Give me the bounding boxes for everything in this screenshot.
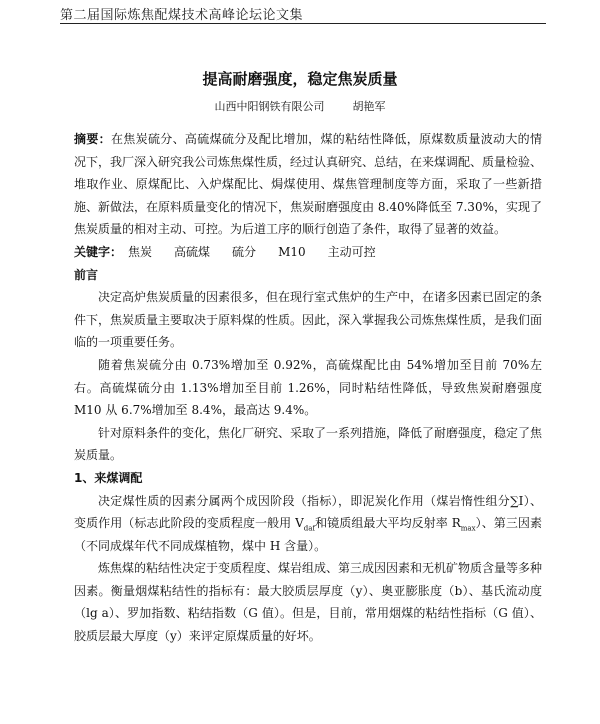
abstract <box>74 128 542 241</box>
preface-heading: 前言 <box>74 267 99 282</box>
paper-title: 提高耐磨强度，稳定焦炭质量 <box>202 70 398 88</box>
text-run: ）、第三因素（不同成煤年代不同成煤植物，煤中 H 含量）。 <box>74 516 542 553</box>
paper-body <box>74 128 542 648</box>
keyword: 高硫煤 <box>174 244 211 259</box>
keyword: M10 <box>278 244 306 259</box>
section-1-heading: 1、来煤调配 <box>74 470 143 485</box>
preface-paragraph: 随着焦炭硫分由 0.73%增加至 0.92%，高硫煤配比由 54%增加至目前 70%左右。高硫煤硫分由 1.13%增加至目前 1.26%，同时粘结性降低，导致焦炭耐磨强度 M10 从 6.7%增加至 8.4%，最高达 9.4%。 <box>74 357 542 418</box>
keyword: 焦炭 <box>128 244 153 259</box>
author-name: 胡艳军 <box>352 100 386 113</box>
section-1-paragraph <box>74 490 542 558</box>
header-rule <box>60 23 546 24</box>
text-run: 决定煤性质的因素分属两个成因阶段（指标），即泥炭化作用（煤岩惰性组分∑I）、变质作用（标志此阶段的变质程度一般用 V <box>74 493 542 531</box>
keywords <box>74 241 542 264</box>
preface-paragraph: 针对原料条件的变化，焦化厂研究、采取了一系列措施，降低了耐磨强度，稳定了焦炭质量。 <box>74 425 543 463</box>
keyword: 硫分 <box>232 244 257 259</box>
text-run: 和镜质组最大平均反射率 R <box>315 516 461 531</box>
subscript: max <box>460 524 476 533</box>
preface-paragraph: 决定高炉焦炭质量的因素很多，但在现行室式焦炉的生产中，在诸多因素已固定的条件下，焦炭质量主要取决于原料煤的性质。因此，深入掌握我公司炼焦煤性质，是我们面临的一项重要任务。 <box>74 290 543 350</box>
affiliation: 山西中阳钢铁有限公司 <box>214 100 325 113</box>
author-line <box>0 98 600 114</box>
keyword: 主动可控 <box>327 244 376 259</box>
section-1-paragraph: 炼焦煤的粘结性决定于变质程度、煤岩组成、第三成因因素和无机矿物质含量等多种因素。衡量烟煤粘结性的指标有：最大胶质层厚度（y）、奥亚膨胀度（b）、基氏流动度（lg a）、罗加指数、粘结指数（G 值）。但是，目前，常用烟煤的粘结性指标（G 值）、胶质层最大厚度（y）来评定原煤质量的好坏。 <box>74 561 543 644</box>
abstract-text: 在焦炭硫分、高硫煤硫分及配比增加，煤的粘结性降低，原煤数质量波动大的情况下，我厂深入研究我公司炼焦煤性质，经过认真研究、总结，在来煤调配、质量检验、堆取作业、原煤配比、入炉煤配比、焗煤使用、煤焦管理制度等方面，采取了一些新措施、新做法，在原料质量变化的情况下，焦炭耐磨强度由 8.40%降低至 7.30%，实现了焦炭质量的相对主动、可控。为后道工序的顺行创造了条件，取得了显著的效益。 <box>74 132 543 237</box>
abstract-label: 摘要： <box>74 132 111 146</box>
keywords-label: 关键字： <box>74 244 123 259</box>
subscript: daf <box>303 524 316 533</box>
running-header: 第二届国际炼焦配煤技术高峰论坛论文集 <box>60 8 304 23</box>
